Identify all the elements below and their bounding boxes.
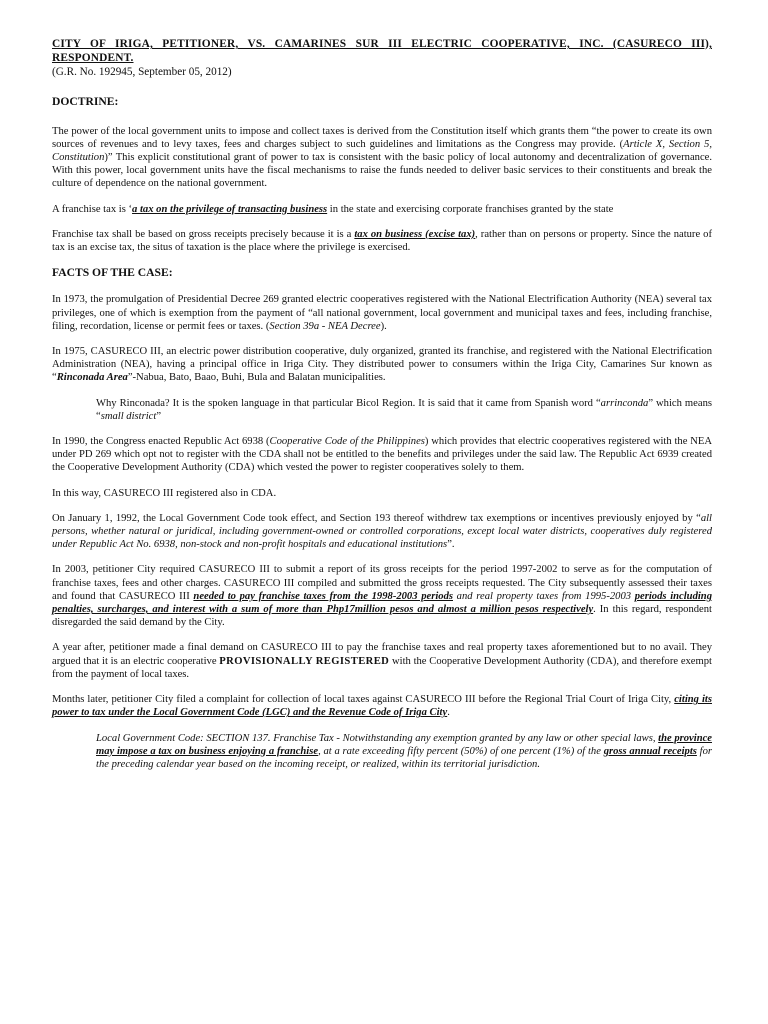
facts-paragraph-5	[52, 512, 712, 552]
italic-text: arrinconda	[600, 397, 649, 409]
text-run: , rather than on persons or property. Since the nature of tax is an excise tax, the situs of taxation is the place where the privilege is exercised.	[52, 228, 712, 254]
emphasis-text: periods including penalties, surcharges, and interest with a sum of more than Php17million pesos and almost a million pesos respectively	[52, 590, 713, 616]
doctrine-paragraph-1	[52, 125, 712, 191]
text-run: In 1990, the Congress enacted Republic Act 6938 (	[52, 436, 270, 448]
text-run: In 2003, petitioner City required CASURECO III to submit a report of its gross receipts for the period 1997-2002 to serve as for the computation of franchise taxes, fees and other charges. CASURECO III compiled and submitted the gross receipts requested. The City subsequently assessed their taxes and found that CASURECO III	[52, 564, 712, 602]
facts-paragraph-8	[52, 693, 712, 719]
citation-text: Section 39a - NEA Decree	[269, 320, 381, 332]
text-run: The power of the local government units to impose and collect taxes is derived from the Constitution itself which grants them “the power to create its own sources of revenues and to levy taxes, fees and charges subject to such guidelines and limitations as the Congress may provide. (	[52, 125, 712, 150]
italic-text: small district	[100, 410, 157, 422]
text-run: ”	[156, 410, 162, 422]
text-run: Local Government Code: SECTION 137. Franchise Tax - Notwithstanding any exemption granted by any law or other special laws,	[96, 732, 659, 744]
rinconada-note	[96, 397, 712, 423]
doctrine-heading: DOCTRINE:	[52, 95, 119, 109]
text-run: In 1973, the promulgation of Presidential Decree 269 granted electric cooperatives registered with the National Electrification Authority (NEA) several tax privileges, one of which is exemption from the payment of “all national government, local government and municipal taxes and fees, including franchise, filing, recordation, license or permit fees or taxes. (	[52, 294, 712, 332]
text-run: Months later, petitioner City filed a complaint for collection of local taxes against CASURECO III before the Regional Trial Court of Iriga City,	[52, 694, 675, 706]
text-run: On January 1, 1992, the Local Government Code took effect, and Section 193 thereof withdrew tax exemptions or incentives previously enjoyed by “	[52, 512, 701, 524]
text-run: )” This explicit constitutional grant of power to tax is consistent with the basic policy of local autonomy and decentralization of governance. With this power, local government units have the fiscal mechanisms to raise the funds needed to deliver basic services to their constituents and break the culture of dependence on the national government.	[52, 152, 712, 190]
text-run: ) which provides that electric cooperatives registered with the NEA under PD 269 which opt not to register with the CDA shall not be entitled to the benefits and privileges under the said law. The Republic Act 6939 created the Cooperative Development Authority (CDA) which vested the power to register cooperatives solely to them.	[52, 436, 712, 474]
facts-paragraph-7	[52, 641, 712, 681]
text-run: .	[447, 707, 450, 719]
facts-paragraph-2	[52, 345, 712, 385]
text-run: In 1975, CASURECO III, an electric power distribution cooperative, duly organized, granted its franchise, and registered with the National Electrification Administration (NEA), having a principal office in Iriga City. They distributed power to consumers within the Iriga City, Camarines Sur known as “	[52, 346, 712, 384]
emphasis-text: needed to pay franchise taxes from the 1998-2003 periods	[193, 590, 453, 602]
citation-text: Article X, Section 5, Constitution	[52, 138, 712, 163]
text-run: , at a rate exceeding fifty percent (50%) of one percent (1%) of the	[318, 745, 604, 757]
facts-paragraph-6	[52, 563, 712, 629]
doctrine-paragraph-2	[52, 203, 712, 216]
lgc-section-137-quote	[96, 732, 712, 772]
italic-text: Cooperative Code of the Philippines	[269, 436, 425, 448]
emphasis-text: a tax on the privilege of transacting business	[132, 203, 328, 215]
doctrine-paragraph-3	[52, 228, 712, 254]
facts-paragraph-1	[52, 293, 712, 333]
facts-heading: FACTS OF THE CASE:	[52, 266, 173, 280]
emphasis-text: the province may impose a tax on business enjoying a franchise	[96, 732, 712, 757]
text-run: for the preceding calendar year based on the incoming receipt, or realized, within its territorial jurisdiction.	[96, 745, 712, 770]
text-run: with the Cooperative Development Authority (CDA), and therefore exempt from the payment of local taxes.	[52, 655, 712, 680]
italic-text: all persons, whether natural or juridical, including government-owned or controlled corporations, except local water districts, cooperatives duly registered under Republic Act No. 6938, non-stock and non-profit hospitals and educational institutions	[52, 512, 712, 551]
italic-text: and real property taxes from 1995-2003	[453, 590, 635, 602]
text-run: A franchise tax is ‘	[52, 203, 133, 215]
text-run: ).	[380, 320, 387, 332]
facts-paragraph-3	[52, 435, 712, 475]
emphasis-text: gross annual receipts	[603, 745, 697, 757]
emphasis-text: PROVISIONALLY REGISTERED	[219, 655, 390, 667]
text-run: in the state and exercising corporate franchises granted by the state	[327, 203, 614, 215]
emphasis-text: citing its power to tax under the Local Government Code (LGC) and the Revenue Code of Iriga City	[52, 694, 712, 719]
text-run: ” which means “	[96, 397, 712, 422]
case-title: CITY OF IRIGA, PETITIONER, VS. CAMARINES SUR III ELECTRIC COOPERATIVE, INC. (CASURECO III), RESPONDENT.	[52, 38, 712, 64]
emphasis-text: Rinconada Area	[56, 372, 128, 384]
text-run: . In this regard, respondent disregarded the said demand by the City.	[52, 604, 712, 629]
text-run: ”.	[447, 539, 455, 551]
emphasis-text: tax on business (excise tax)	[354, 228, 476, 240]
facts-paragraph-4: In this way, CASURECO III registered also in CDA.	[52, 487, 277, 499]
gr-number: (G.R. No. 192945, September 05, 2012)	[52, 66, 232, 79]
text-run: Franchise tax shall be based on gross receipts precisely because it is a	[52, 228, 355, 240]
text-run: A year after, petitioner made a final demand on CASURECO III to pay the franchise taxes and real property taxes aforementioned but to no avail. They argued that it is an electric cooperative	[52, 642, 712, 667]
text-run: ”-Nabua, Bato, Baao, Buhi, Bula and Balatan municipalities.	[127, 372, 386, 384]
text-run: Why Rinconada? It is the spoken language in that particular Bicol Region. It is said that it came from Spanish word “	[96, 397, 601, 409]
